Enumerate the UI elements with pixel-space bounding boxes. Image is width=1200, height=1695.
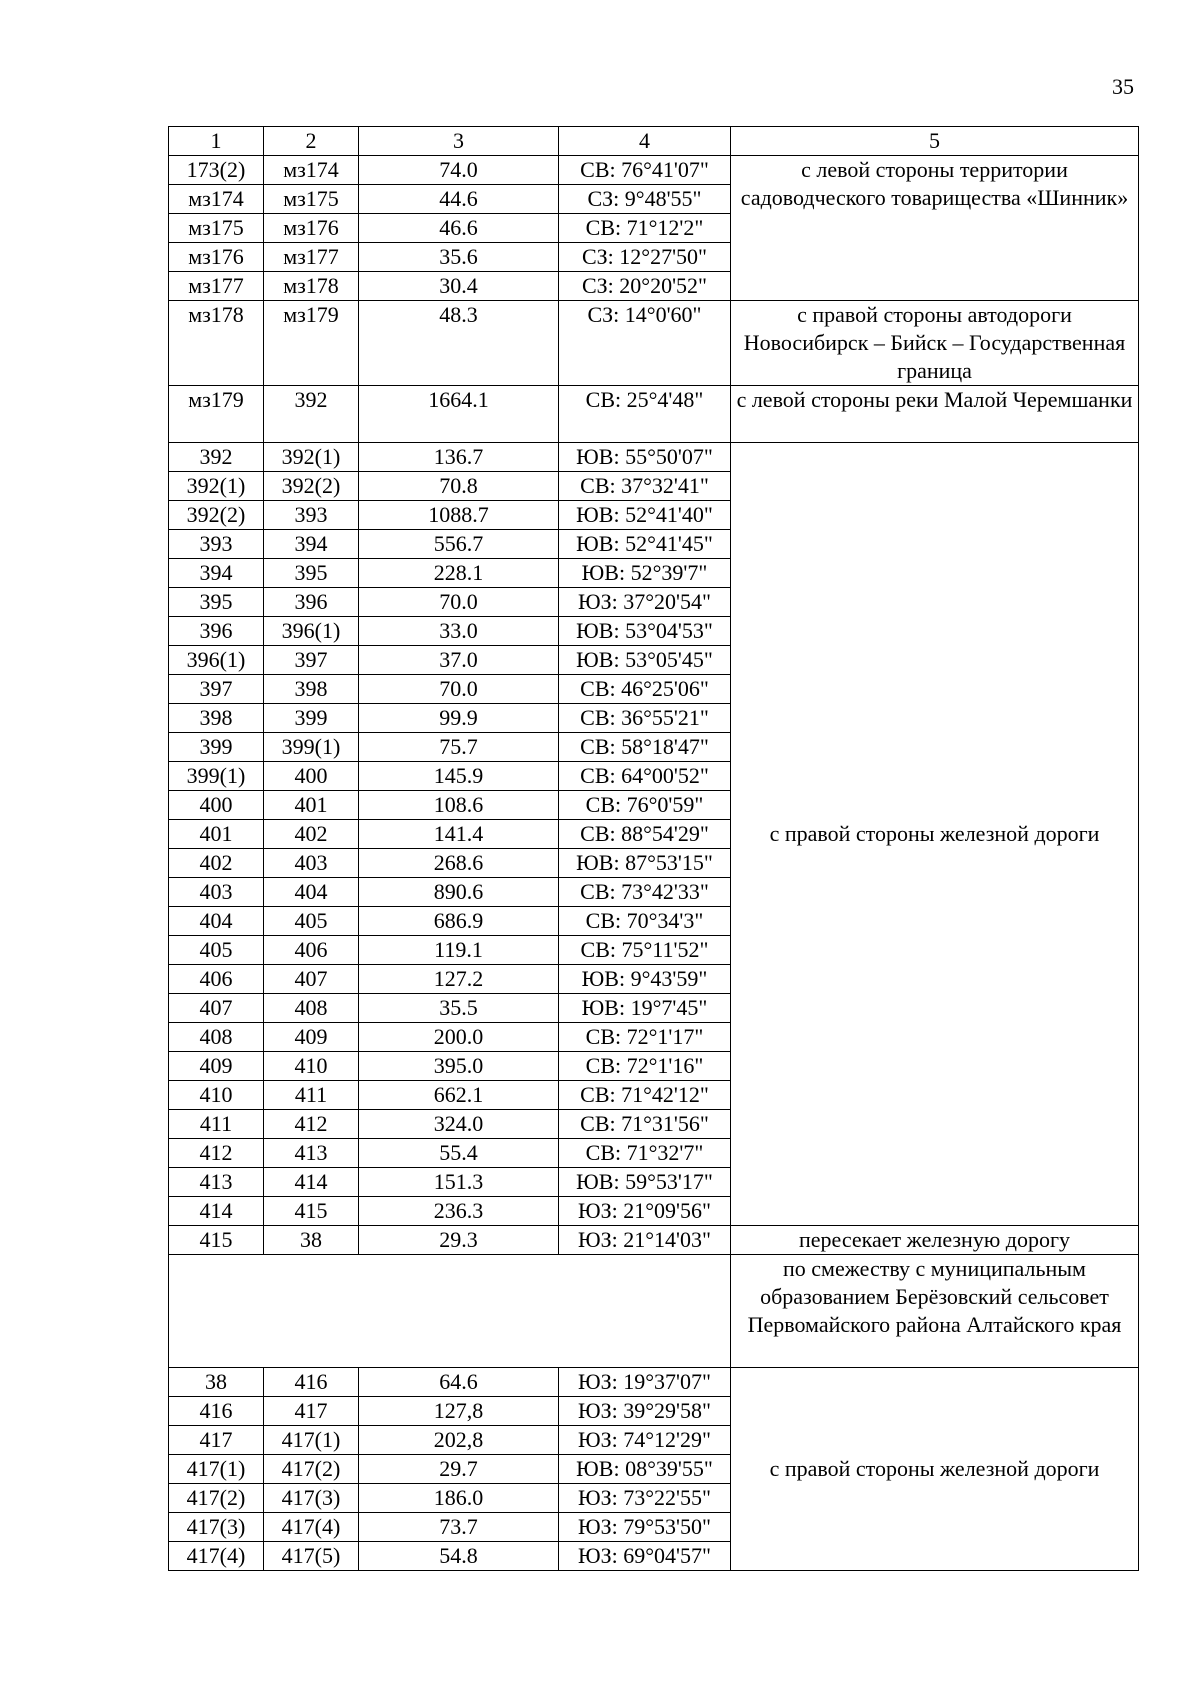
cell-col2: 405 — [264, 907, 359, 936]
cell-col4: СВ: 37°32'41" — [559, 472, 731, 501]
cell-col1: 417 — [169, 1426, 264, 1455]
cell-col4: ЮЗ: 21°14'03" — [559, 1226, 731, 1255]
cell-col2: 393 — [264, 501, 359, 530]
cell-col1: 409 — [169, 1052, 264, 1081]
cell-col4: ЮВ: 55°50'07" — [559, 443, 731, 472]
cell-col2: 402 — [264, 820, 359, 849]
cell-col1: 417(1) — [169, 1455, 264, 1484]
cell-col1: 392(1) — [169, 472, 264, 501]
cell-col3: 228.1 — [359, 559, 559, 588]
cell-col2: мз178 — [264, 272, 359, 301]
cell-col4: ЮВ: 08°39'55" — [559, 1455, 731, 1484]
cell-col4: ЮВ: 52°39'7" — [559, 559, 731, 588]
description-cell: с левой стороны реки Малой Черемшанки — [731, 386, 1139, 443]
cell-col2: 409 — [264, 1023, 359, 1052]
cell-col3: 119.1 — [359, 936, 559, 965]
cell-col1: 392 — [169, 443, 264, 472]
cell-col3: 74.0 — [359, 156, 559, 185]
cell-col3: 136.7 — [359, 443, 559, 472]
cell-col4: СВ: 75°11'52" — [559, 936, 731, 965]
cell-col4: ЮВ: 59°53'17" — [559, 1168, 731, 1197]
cell-col1: 417(2) — [169, 1484, 264, 1513]
cell-col2: 403 — [264, 849, 359, 878]
cell-col1: 396(1) — [169, 646, 264, 675]
cell-col3: 29.7 — [359, 1455, 559, 1484]
cell-col4: СВ: 71°12'2" — [559, 214, 731, 243]
cell-col4: СВ: 71°32'7" — [559, 1139, 731, 1168]
cell-col3: 44.6 — [359, 185, 559, 214]
cell-col3: 236.3 — [359, 1197, 559, 1226]
description-cell: с правой стороны железной дороги — [731, 443, 1139, 1226]
page-number: 35 — [1112, 74, 1134, 99]
cell-col2: 412 — [264, 1110, 359, 1139]
cell-col3: 33.0 — [359, 617, 559, 646]
cell-col2: 410 — [264, 1052, 359, 1081]
cell-col4: ЮВ: 53°05'45" — [559, 646, 731, 675]
cell-col4: ЮВ: 53°04'53" — [559, 617, 731, 646]
cell-col1: мз178 — [169, 301, 264, 386]
cell-col4: СВ: 72°1'16" — [559, 1052, 731, 1081]
cell-col4: ЮЗ: 19°37'07" — [559, 1368, 731, 1397]
cell-col3: 395.0 — [359, 1052, 559, 1081]
cell-col3: 55.4 — [359, 1139, 559, 1168]
cell-col2: мз174 — [264, 156, 359, 185]
cell-col4: СВ: 76°0'59" — [559, 791, 731, 820]
cell-col2: 417(5) — [264, 1542, 359, 1571]
cell-col2: 416 — [264, 1368, 359, 1397]
cell-col3: 35.5 — [359, 994, 559, 1023]
cell-col1: 395 — [169, 588, 264, 617]
description-cell: с левой стороны территории садоводческого товарищества «Шинник» — [731, 156, 1139, 301]
cell-col2: мз176 — [264, 214, 359, 243]
table-row — [169, 1368, 1139, 1397]
cell-col1: 403 — [169, 878, 264, 907]
cell-col4: СВ: 73°42'33" — [559, 878, 731, 907]
cell-col4: ЮЗ: 79°53'50" — [559, 1513, 731, 1542]
cell-col1: 397 — [169, 675, 264, 704]
cell-col3: 145.9 — [359, 762, 559, 791]
cell-col1: 413 — [169, 1168, 264, 1197]
cell-col1: 399 — [169, 733, 264, 762]
cell-col2: 399 — [264, 704, 359, 733]
cell-col2: 392 — [264, 386, 359, 443]
cell-col1: 173(2) — [169, 156, 264, 185]
cell-col1: мз179 — [169, 386, 264, 443]
cell-col2: 392(1) — [264, 443, 359, 472]
cell-col2: 407 — [264, 965, 359, 994]
cell-col1: 38 — [169, 1368, 264, 1397]
cell-col2: 404 — [264, 878, 359, 907]
cell-col3: 141.4 — [359, 820, 559, 849]
cell-col1: 407 — [169, 994, 264, 1023]
cell-col1: 392(2) — [169, 501, 264, 530]
cell-col3: 70.0 — [359, 588, 559, 617]
cell-col2: 399(1) — [264, 733, 359, 762]
empty-cell — [169, 1255, 731, 1368]
cell-col3: 127.2 — [359, 965, 559, 994]
cell-col2: 411 — [264, 1081, 359, 1110]
cell-col3: 75.7 — [359, 733, 559, 762]
cell-col4: СВ: 71°31'56" — [559, 1110, 731, 1139]
cell-col4: СЗ: 14°0'60" — [559, 301, 731, 386]
cell-col3: 108.6 — [359, 791, 559, 820]
cell-col3: 890.6 — [359, 878, 559, 907]
cell-col3: 127,8 — [359, 1397, 559, 1426]
cell-col4: ЮЗ: 74°12'29" — [559, 1426, 731, 1455]
cell-col1: 404 — [169, 907, 264, 936]
cell-col3: 662.1 — [359, 1081, 559, 1110]
cell-col2: 400 — [264, 762, 359, 791]
table-row — [169, 386, 1139, 443]
cell-col1: 400 — [169, 791, 264, 820]
cell-col3: 202,8 — [359, 1426, 559, 1455]
boundary-table — [168, 126, 1139, 1571]
cell-col3: 200.0 — [359, 1023, 559, 1052]
table-row — [169, 443, 1139, 472]
cell-col2: 413 — [264, 1139, 359, 1168]
column-header: 2 — [264, 127, 359, 156]
cell-col2: 417(4) — [264, 1513, 359, 1542]
description-cell: по смежеству с муниципальным образованием Берёзовский сельсовет Первомайского района Алтайского края — [731, 1255, 1139, 1368]
cell-col4: ЮЗ: 21°09'56" — [559, 1197, 731, 1226]
cell-col4: СВ: 76°41'07" — [559, 156, 731, 185]
table-row — [169, 301, 1139, 386]
cell-col4: СВ: 64°00'52" — [559, 762, 731, 791]
cell-col2: 396(1) — [264, 617, 359, 646]
cell-col1: 401 — [169, 820, 264, 849]
cell-col4: ЮВ: 52°41'45" — [559, 530, 731, 559]
adjacency-note-row — [169, 1255, 1139, 1368]
cell-col1: 394 — [169, 559, 264, 588]
cell-col4: СВ: 71°42'12" — [559, 1081, 731, 1110]
cell-col2: 417(1) — [264, 1426, 359, 1455]
table-row — [169, 1226, 1139, 1255]
cell-col3: 73.7 — [359, 1513, 559, 1542]
column-header: 1 — [169, 127, 264, 156]
cell-col2: мз175 — [264, 185, 359, 214]
cell-col2: 392(2) — [264, 472, 359, 501]
cell-col4: ЮЗ: 39°29'58" — [559, 1397, 731, 1426]
cell-col3: 324.0 — [359, 1110, 559, 1139]
cell-col3: 37.0 — [359, 646, 559, 675]
cell-col2: 417(2) — [264, 1455, 359, 1484]
cell-col4: ЮЗ: 73°22'55" — [559, 1484, 731, 1513]
cell-col1: 398 — [169, 704, 264, 733]
cell-col1: 408 — [169, 1023, 264, 1052]
cell-col1: 417(3) — [169, 1513, 264, 1542]
cell-col1: 399(1) — [169, 762, 264, 791]
header-row — [169, 127, 1139, 156]
cell-col1: мз174 — [169, 185, 264, 214]
cell-col2: 397 — [264, 646, 359, 675]
cell-col2: 408 — [264, 994, 359, 1023]
cell-col2: 38 — [264, 1226, 359, 1255]
cell-col3: 686.9 — [359, 907, 559, 936]
cell-col3: 64.6 — [359, 1368, 559, 1397]
cell-col2: 417 — [264, 1397, 359, 1426]
cell-col4: ЮЗ: 37°20'54" — [559, 588, 731, 617]
cell-col4: СВ: 70°34'3" — [559, 907, 731, 936]
cell-col3: 48.3 — [359, 301, 559, 386]
cell-col4: ЮВ: 19°7'45" — [559, 994, 731, 1023]
cell-col3: 99.9 — [359, 704, 559, 733]
column-header: 3 — [359, 127, 559, 156]
cell-col1: 415 — [169, 1226, 264, 1255]
cell-col2: 401 — [264, 791, 359, 820]
cell-col1: 396 — [169, 617, 264, 646]
cell-col4: СЗ: 12°27'50" — [559, 243, 731, 272]
cell-col2: 398 — [264, 675, 359, 704]
cell-col1: 393 — [169, 530, 264, 559]
column-header: 5 — [731, 127, 1139, 156]
cell-col3: 70.8 — [359, 472, 559, 501]
description-cell: пересекает железную дорогу — [731, 1226, 1139, 1255]
cell-col2: 415 — [264, 1197, 359, 1226]
cell-col3: 268.6 — [359, 849, 559, 878]
cell-col3: 556.7 — [359, 530, 559, 559]
cell-col3: 29.3 — [359, 1226, 559, 1255]
cell-col3: 70.0 — [359, 675, 559, 704]
cell-col4: СВ: 72°1'17" — [559, 1023, 731, 1052]
cell-col3: 35.6 — [359, 243, 559, 272]
cell-col1: мз175 — [169, 214, 264, 243]
cell-col1: 405 — [169, 936, 264, 965]
cell-col4: СВ: 46°25'06" — [559, 675, 731, 704]
cell-col4: ЮВ: 87°53'15" — [559, 849, 731, 878]
cell-col4: СВ: 36°55'21" — [559, 704, 731, 733]
cell-col1: 410 — [169, 1081, 264, 1110]
cell-col3: 1088.7 — [359, 501, 559, 530]
cell-col4: СВ: 88°54'29" — [559, 820, 731, 849]
cell-col1: 411 — [169, 1110, 264, 1139]
cell-col1: 412 — [169, 1139, 264, 1168]
cell-col2: 396 — [264, 588, 359, 617]
cell-col3: 186.0 — [359, 1484, 559, 1513]
cell-col2: 395 — [264, 559, 359, 588]
table-row — [169, 156, 1139, 185]
description-cell: с правой стороны железной дороги — [731, 1368, 1139, 1571]
cell-col1: 414 — [169, 1197, 264, 1226]
column-header: 4 — [559, 127, 731, 156]
cell-col4: СВ: 25°4'48" — [559, 386, 731, 443]
cell-col4: ЮВ: 52°41'40" — [559, 501, 731, 530]
cell-col1: 417(4) — [169, 1542, 264, 1571]
cell-col1: мз176 — [169, 243, 264, 272]
cell-col4: СВ: 58°18'47" — [559, 733, 731, 762]
cell-col2: 394 — [264, 530, 359, 559]
cell-col3: 30.4 — [359, 272, 559, 301]
cell-col3: 151.3 — [359, 1168, 559, 1197]
cell-col2: 406 — [264, 936, 359, 965]
cell-col1: мз177 — [169, 272, 264, 301]
cell-col2: мз179 — [264, 301, 359, 386]
cell-col3: 1664.1 — [359, 386, 559, 443]
cell-col3: 46.6 — [359, 214, 559, 243]
cell-col4: ЮЗ: 69°04'57" — [559, 1542, 731, 1571]
cell-col4: СЗ: 9°48'55" — [559, 185, 731, 214]
cell-col4: СЗ: 20°20'52" — [559, 272, 731, 301]
cell-col1: 406 — [169, 965, 264, 994]
cell-col4: ЮВ: 9°43'59" — [559, 965, 731, 994]
cell-col2: 417(3) — [264, 1484, 359, 1513]
cell-col2: мз177 — [264, 243, 359, 272]
cell-col2: 414 — [264, 1168, 359, 1197]
cell-col3: 54.8 — [359, 1542, 559, 1571]
cell-col1: 416 — [169, 1397, 264, 1426]
cell-col1: 402 — [169, 849, 264, 878]
description-cell: с правой стороны автодороги Новосибирск – Бийск – Государственная граница — [731, 301, 1139, 386]
